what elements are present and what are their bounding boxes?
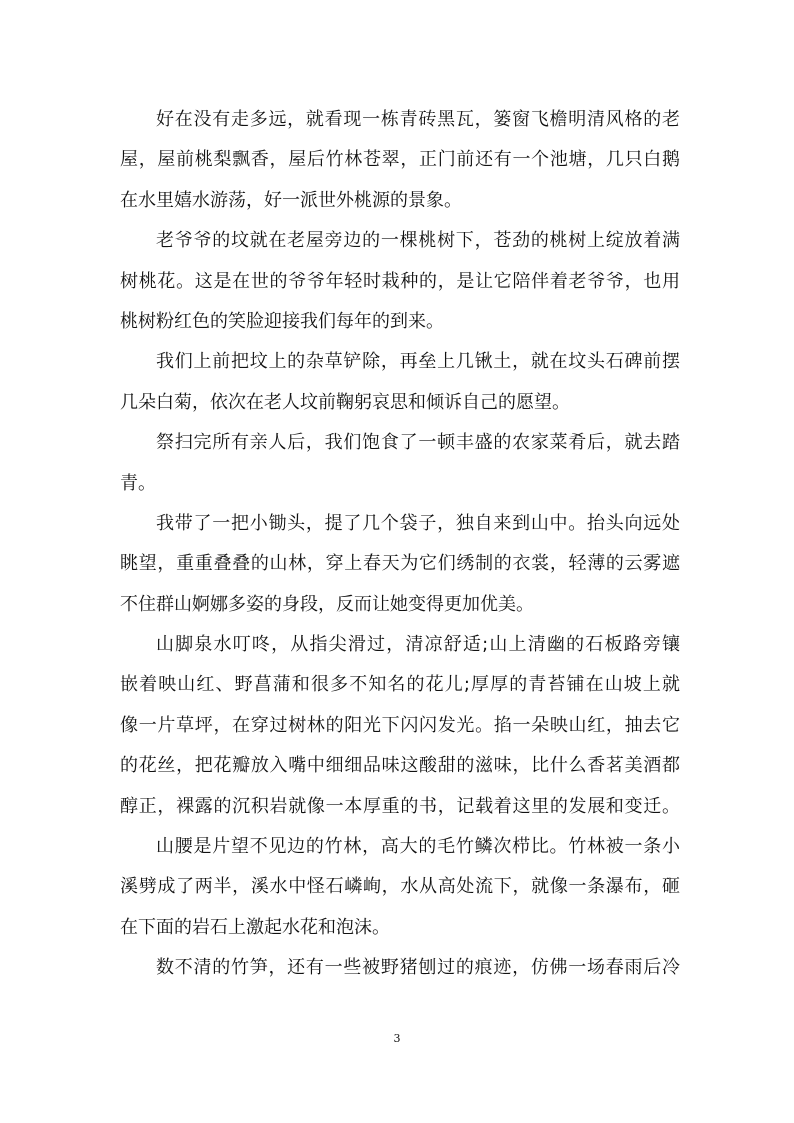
text-line: 醇正，裸露的沉积岩就像一本厚重的书，记载着这里的发展和变迁。 xyxy=(120,795,680,817)
text-line: 溪劈成了两半，溪水中怪石嶙峋，水从高处流下，就像一条瀑布，砸 xyxy=(120,876,680,898)
text-line: 山腰是片望不见边的竹林，高大的毛竹鳞次栉比。竹林被一条小 xyxy=(156,836,680,858)
text-line: 数不清的竹笋，还有一些被野猪刨过的痕迹，仿佛一场春雨后冷 xyxy=(156,957,680,979)
text-line: 嵌着映山红、野菖蒲和很多不知名的花儿;厚厚的青苔铺在山坡上就 xyxy=(120,674,680,696)
text-line: 青。 xyxy=(120,472,156,494)
body-text xyxy=(120,100,680,989)
text-line: 桃树粉红色的笑脸迎接我们每年的到来。 xyxy=(120,310,444,332)
text-line: 在下面的岩石上激起水花和泡沫。 xyxy=(120,916,390,938)
text-line: 的花丝，把花瓣放入嘴中细细品味这酸甜的滋味，比什么香茗美酒都 xyxy=(120,755,680,777)
text-line: 不住群山婀娜多姿的身段，反而让她变得更加优美。 xyxy=(120,593,534,615)
text-line: 我们上前把坟上的杂草铲除，再垒上几锹土，就在坟头石碑前摆 xyxy=(156,351,680,373)
text-line: 在水里嬉水游荡，好一派世外桃源的景象。 xyxy=(120,189,462,211)
text-line: 我带了一把小锄头，提了几个袋子，独自来到山中。抬头向远处 xyxy=(156,512,680,534)
text-line: 几朵白菊，依次在老人坟前鞠躬哀思和倾诉自己的愿望。 xyxy=(120,391,570,413)
text-line: 树桃花。这是在世的爷爷年轻时栽种的，是让它陪伴着老爷爷，也用 xyxy=(120,270,680,292)
text-line: 屋，屋前桃梨飘香，屋后竹林苍翠，正门前还有一个池塘，几只白鹅 xyxy=(120,149,680,171)
text-line: 老爷爷的坟就在老屋旁边的一棵桃树下，苍劲的桃树上绽放着满 xyxy=(156,230,680,252)
text-line: 好在没有走多远，就看现一栋青砖黑瓦，篓窗飞檐明清风格的老 xyxy=(156,109,680,130)
page-number: 3 xyxy=(393,1032,401,1045)
text-line: 祭扫完所有亲人后，我们饱食了一顿丰盛的农家菜肴后，就去踏 xyxy=(156,432,680,454)
text-line: 像一片草坪，在穿过树林的阳光下闪闪发光。掐一朵映山红，抽去它 xyxy=(120,714,680,736)
text-line: 山脚泉水叮咚，从指尖滑过，清凉舒适;山上清幽的石板路旁镶 xyxy=(156,634,680,656)
text-line: 眺望，重重叠叠的山林，穿上春天为它们绣制的衣裳，轻薄的云雾遮 xyxy=(120,553,680,575)
